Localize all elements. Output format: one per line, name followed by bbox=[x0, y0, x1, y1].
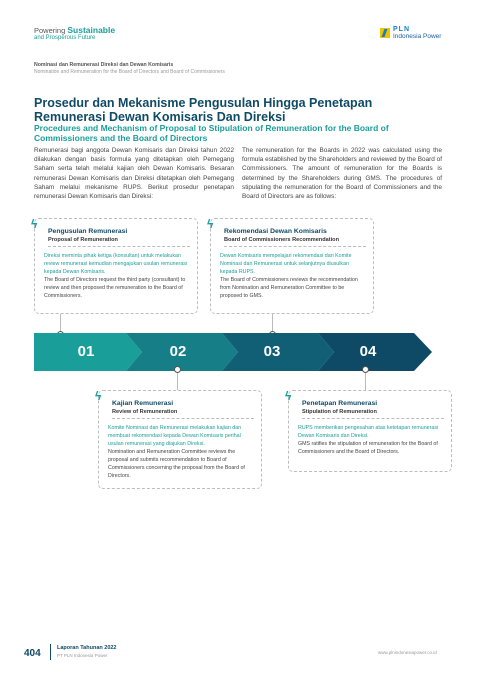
page-title: Prosedur dan Mekanisme Pengusulan Hingga Penetapan Remunerasi Dewan Komisaris Dan Direksi bbox=[34, 96, 373, 124]
breadcrumb-id: Nominasi dan Remunerasi Direksi dan Dewan Komisaris bbox=[34, 62, 174, 68]
step-title: Kajian Remunerasi bbox=[112, 400, 174, 407]
lightning-icon: ϟ bbox=[285, 389, 292, 403]
step-card-4 bbox=[285, 389, 452, 472]
step-number-1: 01 bbox=[77, 343, 95, 360]
connector-dot bbox=[362, 366, 369, 373]
brand-bold: Sustainable bbox=[67, 25, 116, 35]
lightning-logo-icon bbox=[380, 28, 390, 38]
logo-sub: Indonesia Power bbox=[393, 33, 442, 40]
step-subtitle: Stipulation of Remuneration bbox=[302, 409, 444, 419]
lightning-icon: ϟ bbox=[207, 217, 214, 231]
step-number-2: 02 bbox=[169, 343, 187, 360]
brand-prefix: Powering bbox=[34, 26, 66, 35]
connector-line bbox=[365, 373, 366, 391]
step-subtitle: Review of Remuneration bbox=[112, 409, 254, 419]
step-number-4: 04 bbox=[359, 343, 377, 360]
logo-name: PLN bbox=[393, 26, 410, 33]
footer-subtitle: PT PLN Indonesia Power bbox=[57, 653, 108, 658]
step-desc-en: The Board of Commissioners reviews the recommendation from Nomination and Remuneration Committee to be proposed to GMS. bbox=[220, 277, 358, 299]
step-desc-id: Direksi meminta pihak ketiga (konsultan) untuk melakukan review remunerasi kemudian mengajukan usulan remunerasi kepada Dewan Komisaris. bbox=[44, 253, 188, 275]
step-title: Penetapan Remunerasi bbox=[302, 400, 378, 407]
breadcrumb-en: Nomination and Remuneration for the Board of Directors and Board of Commissioners bbox=[34, 69, 225, 75]
step-desc-id: Komite Nominasi dan Remunerasi melakukan kajian dan membuat rekomendasi kepada Dewan Komisaris perihal usulan remunerasi yang diajukan Direksi. bbox=[108, 425, 242, 447]
step-desc-en: The Board of Directors request the third party (consultant) to review and then proposed the remuneration to the Board of Commissioners. bbox=[44, 277, 186, 299]
lightning-icon: ϟ bbox=[95, 389, 102, 403]
page-number: 404 bbox=[24, 648, 41, 659]
step-subtitle: Proposal of Remuneration bbox=[48, 237, 190, 247]
lightning-icon: ϟ bbox=[31, 217, 38, 231]
page-subtitle: Procedures and Mechanism of Proposal to Stipulation of Remuneration for the Board of Commissioners and the Board of Directors bbox=[34, 123, 389, 143]
step-desc-id: RUPS memberikan pengesahan atas ketetapan remunerasi Dewan Komisaris dan Direksi. bbox=[298, 425, 439, 439]
step-number-3: 03 bbox=[263, 343, 281, 360]
step-desc-en: Nomination and Remuneration Committee reviews the proposal and submits recommendation to Board of Commissioners concerning the proposal from the Board of Directors. bbox=[108, 449, 245, 479]
intro-paragraph-en: The remuneration for the Boards in 2022 was calculated using the formula established by the Shareholders and reviewed by the Board of Commissioners. The amount of remuneration for the Boards is determined by the Shareholders during GMS. The procedures of stipulating the remuneration for the Board of Commissioners and the Board of Directors are as follows: bbox=[242, 147, 442, 201]
intro-paragraph-id: Remunerasi bagi anggota Dewan Komisaris dan Direksi tahun 2022 dilakukan dengan basis formula yang ditetapkan oleh Pemegang Saham serta telah melalui kajian oleh Dewan Komisaris. Besaran remunerasi Dewan Komisaris dan Direksi ditetapkan oleh Pemegang Saham melalui mekanisme RUPS. Berikut prosedur penetapan remunerasi Dewan Komisaris dan Direksi: bbox=[34, 147, 234, 201]
footer-url: www.plnindonesiapower.co.id bbox=[378, 650, 437, 655]
step-title: Rekomendasi Dewan Komisaris bbox=[224, 228, 327, 235]
pln-logo bbox=[380, 26, 441, 40]
step-card-1 bbox=[31, 217, 198, 314]
step-card-3 bbox=[207, 217, 374, 314]
step-desc-id: Dewan Komisaris mempelajari rekomendasi dari Komite Nominasi dan Remunerasi untuk selanjutnya diusulkan kepada RUPS. bbox=[220, 253, 352, 275]
connector-dot bbox=[174, 366, 181, 373]
footer-divider bbox=[50, 644, 51, 660]
step-subtitle: Board of Commissioners Recommendation bbox=[224, 237, 366, 247]
step-title: Pengusulan Remunerasi bbox=[48, 228, 128, 235]
footer-title: Laporan Tahunan 2022 bbox=[57, 645, 117, 651]
brand-tagline-line2: and Prosperous Future bbox=[34, 35, 96, 41]
step-card-2 bbox=[95, 389, 262, 489]
connector-line bbox=[177, 373, 178, 391]
step-desc-en: GMS ratifies the stipulation of remuneration for the Board of Commissioners and the Board of Directors. bbox=[298, 441, 438, 455]
brand-tagline bbox=[34, 25, 115, 35]
